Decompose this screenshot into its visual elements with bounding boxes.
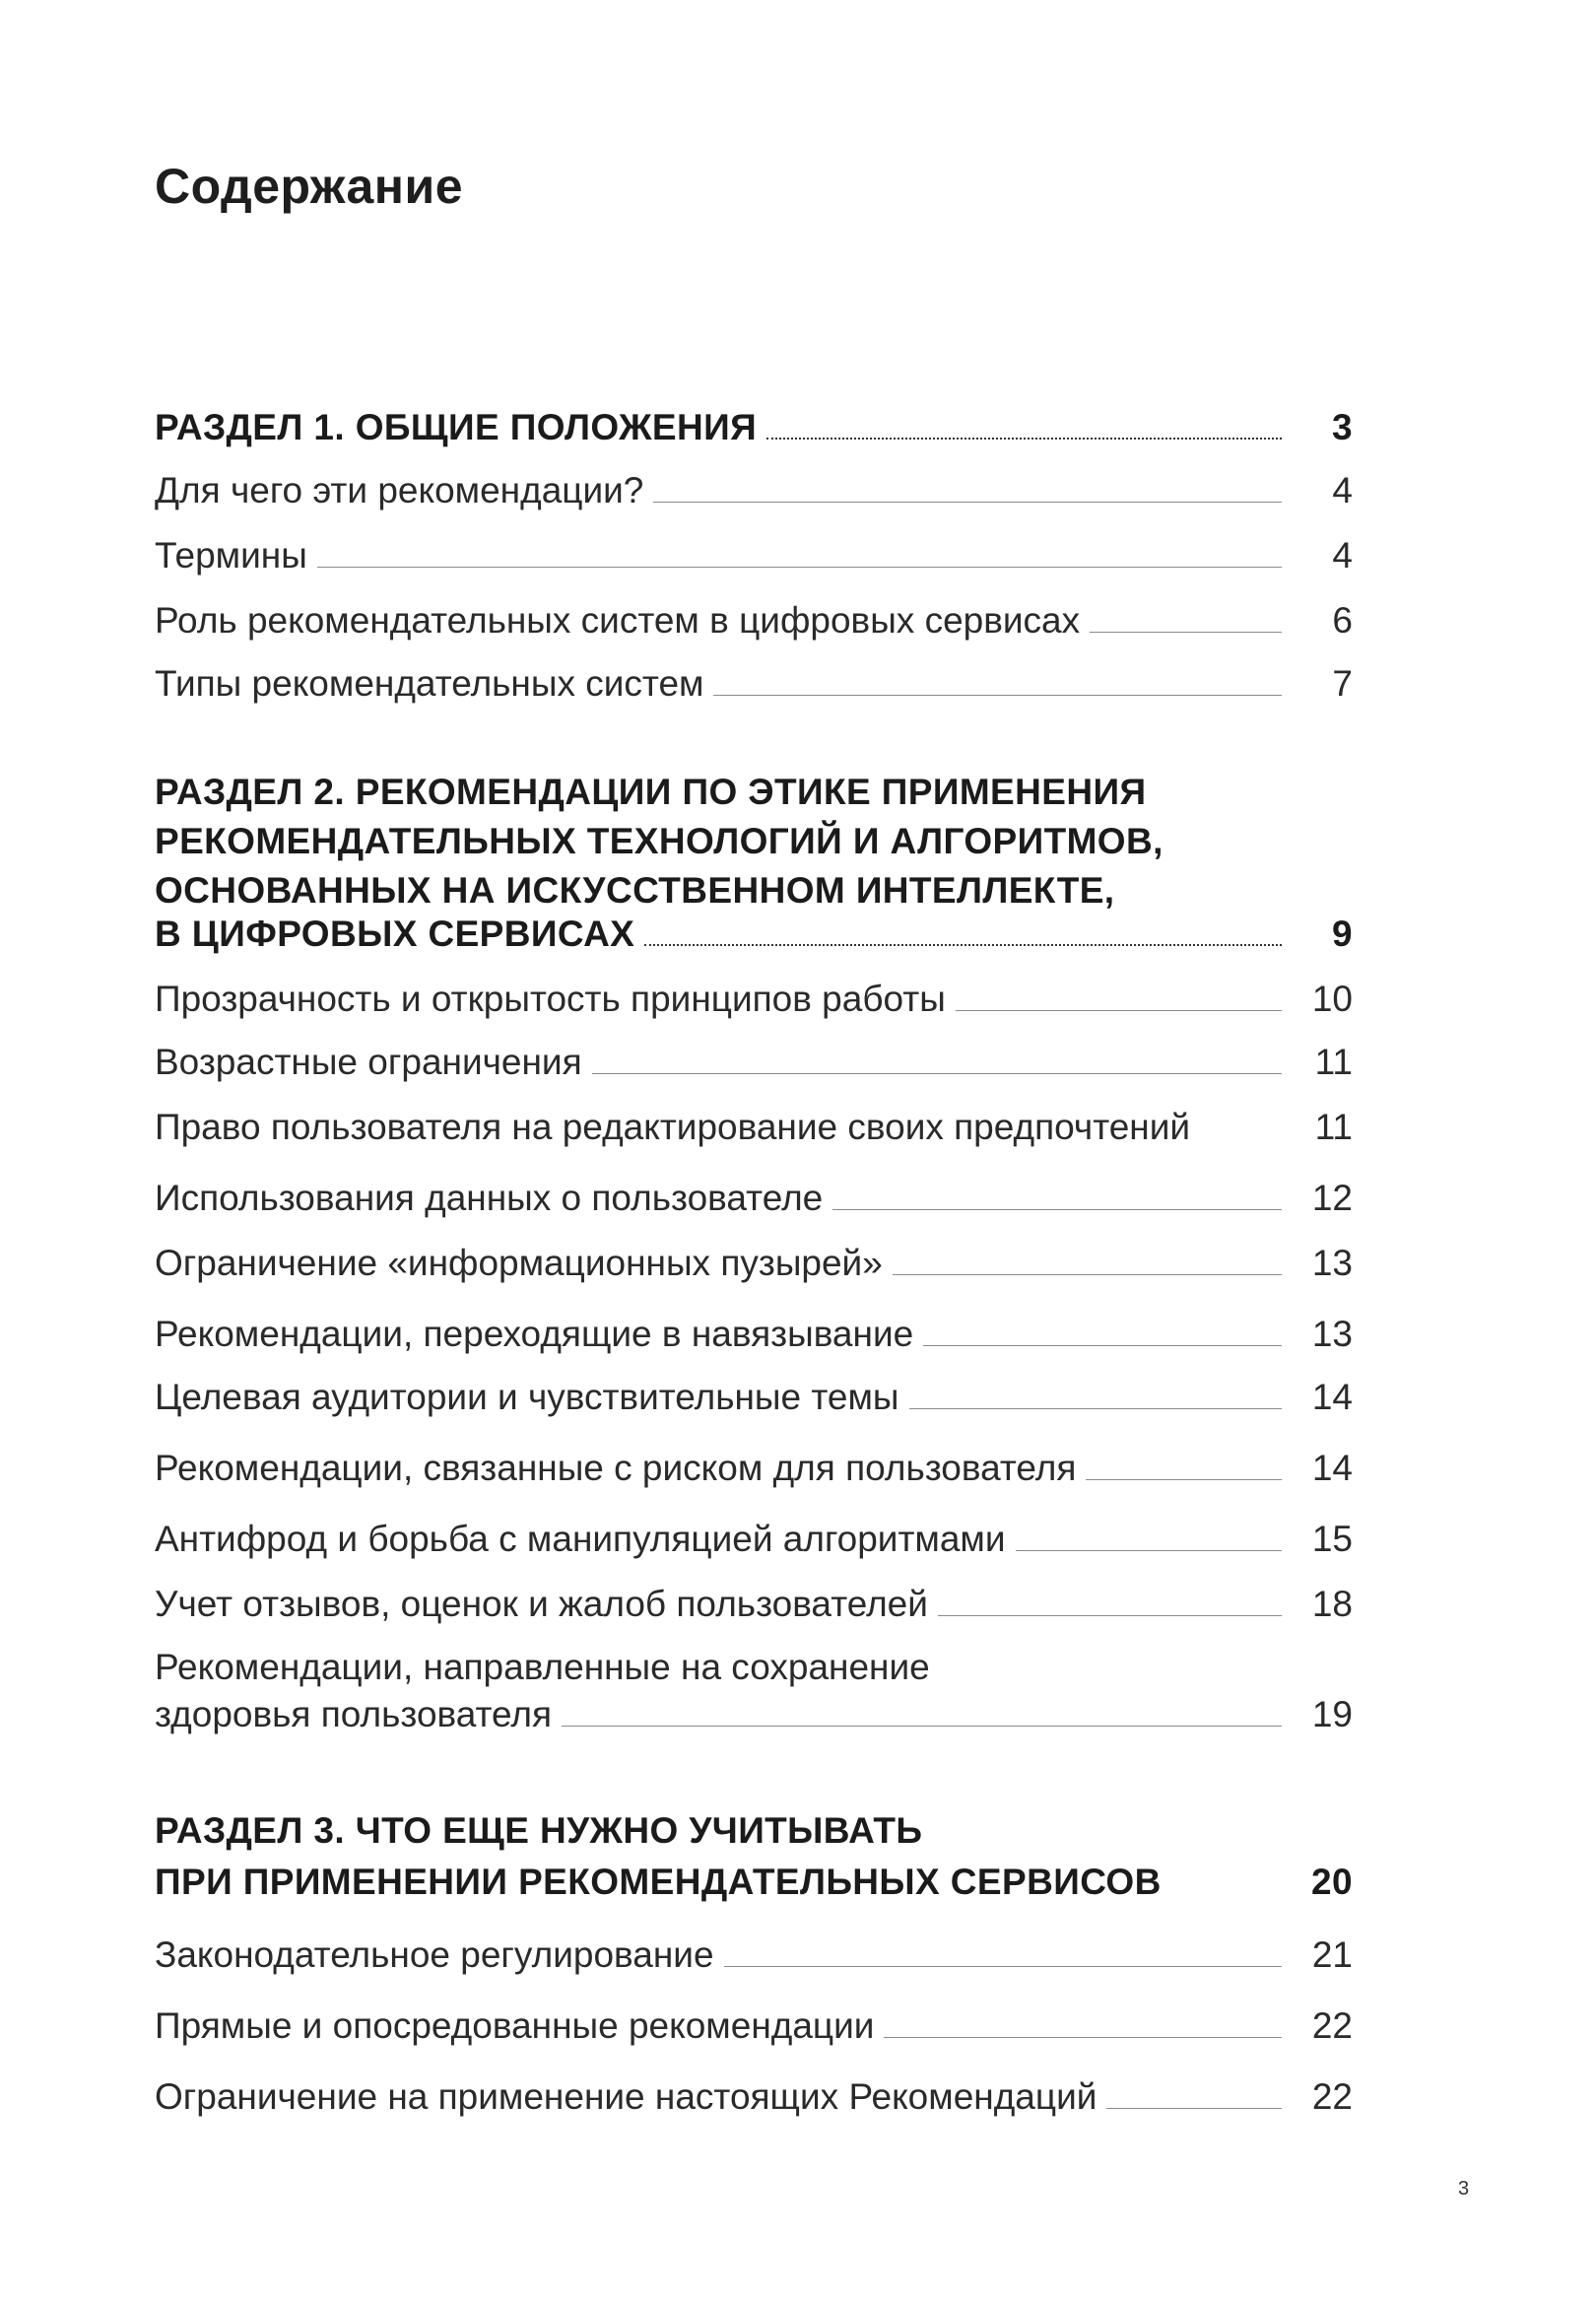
toc-leader (1086, 1479, 1282, 1480)
toc-item-title: Для чего эти рекомендации? (155, 470, 644, 510)
toc-item-title: Рекомендации, связанные с риском для пользователя (155, 1448, 1077, 1488)
page-title: Содержание (155, 159, 464, 214)
toc-item-title: Целевая аудитории и чувствительные темы (155, 1377, 899, 1417)
toc-item-title: Прямые и опосредованные рекомендации (155, 2005, 875, 2046)
toc-page-number: 22 (1311, 2076, 1353, 2117)
toc-item-title-line[interactable]: Рекомендации, направленные на сохранение (155, 1647, 930, 1687)
toc-leader (956, 1010, 1282, 1011)
toc-page-number: 14 (1311, 1377, 1353, 1417)
toc-item[interactable] (155, 2073, 1353, 2121)
toc-leader (644, 944, 1282, 946)
toc-leader (1016, 1550, 1282, 1551)
toc-section-title-line[interactable]: РАЗДЕЛ 3. ЧТО ЕЩЕ НУЖНО УЧИТЫВАТЬ (155, 1810, 923, 1851)
toc-page-number: 18 (1311, 1584, 1353, 1624)
toc-item[interactable] (155, 1104, 1353, 1151)
toc-item[interactable] (155, 467, 1353, 514)
toc-leader (562, 1726, 1282, 1727)
page-number: 3 (1458, 2178, 1470, 2200)
toc-item[interactable] (155, 1039, 1353, 1086)
toc-leader (909, 1408, 1282, 1409)
toc-section-title: РАЗДЕЛ 1. ОБЩИЕ ПОЛОЖЕНИЯ (155, 407, 758, 447)
toc-page-number: 22 (1311, 2005, 1353, 2046)
toc-item[interactable] (155, 1445, 1353, 1492)
toc-item[interactable] (155, 976, 1353, 1023)
toc-page-number: 10 (1311, 979, 1353, 1019)
toc-page-number: 15 (1311, 1519, 1353, 1559)
toc-section-title-line[interactable]: РАЗДЕЛ 2. РЕКОМЕНДАЦИИ ПО ЭТИКЕ ПРИМЕНЕНИЯ (155, 772, 1147, 812)
toc-page-number: 20 (1311, 1862, 1353, 1902)
toc-item[interactable] (155, 1240, 1353, 1287)
toc-leader (653, 502, 1282, 503)
toc-leader (923, 1345, 1282, 1346)
toc-leader (766, 438, 1282, 440)
toc-item-title: Прозрачность и открытость принципов работы (155, 979, 946, 1019)
toc-item-title: Ограничение «информационных пузырей» (155, 1243, 883, 1283)
toc-section-title-line[interactable]: РЕКОМЕНДАТЕЛЬНЫХ ТЕХНОЛОГИЙ И АЛГОРИТМОВ, (155, 821, 1164, 861)
toc-item[interactable] (155, 1581, 1353, 1628)
toc-page-number: 12 (1311, 1178, 1353, 1218)
toc-item-title: Антифрод и борьба с манипуляцией алгоритмами (155, 1519, 1006, 1559)
toc-item[interactable] (155, 1691, 1353, 1738)
toc-page-number: 11 (1314, 1042, 1353, 1082)
toc-leader (713, 695, 1282, 696)
toc-item[interactable] (155, 1932, 1353, 1979)
toc-section-title-line: В ЦИФРОВЫХ СЕРВИСАХ (155, 914, 635, 954)
toc-item-title: Рекомендации, переходящие в навязывание (155, 1314, 914, 1354)
toc-leader (1090, 632, 1282, 633)
toc-page-number: 9 (1332, 914, 1353, 954)
toc-item-title: Роль рекомендательных систем в цифровых сервисах (155, 600, 1081, 641)
toc-item-title: Использования данных о пользователе (155, 1178, 824, 1218)
toc-leader (832, 1209, 1282, 1210)
toc-page-number: 4 (1332, 470, 1353, 510)
toc-page-number: 13 (1311, 1243, 1353, 1283)
toc-leader (317, 567, 1282, 568)
toc-page-number: 13 (1311, 1314, 1353, 1354)
toc-item[interactable] (155, 660, 1353, 708)
toc-item-title: Законодательное регулирование (155, 1934, 714, 1975)
toc-item-title: Право пользователя на редактирование своих предпочтений (155, 1107, 1191, 1147)
toc-section-3[interactable] (155, 1859, 1353, 1906)
toc-page-number: 11 (1314, 1107, 1353, 1147)
toc-page-number: 3 (1332, 407, 1353, 447)
toc-page-number: 14 (1311, 1448, 1353, 1488)
toc-item[interactable] (155, 1175, 1353, 1222)
toc-item[interactable] (155, 1374, 1353, 1421)
toc-item[interactable] (155, 1311, 1353, 1358)
toc-page-number: 4 (1332, 535, 1353, 576)
toc-item[interactable] (155, 2002, 1353, 2050)
toc-item[interactable] (155, 597, 1353, 644)
toc-page-number: 6 (1332, 600, 1353, 641)
toc-leader (592, 1073, 1282, 1074)
toc-leader (938, 1615, 1282, 1616)
toc-item[interactable] (155, 532, 1353, 579)
toc-item-title: Учет отзывов, оценок и жалоб пользователей (155, 1584, 928, 1624)
toc-page-number: 7 (1332, 663, 1353, 704)
toc-leader (724, 1966, 1282, 1967)
toc-section-2[interactable] (155, 911, 1353, 958)
toc-item[interactable] (155, 1516, 1353, 1563)
toc-item-title-line: здоровья пользователя (155, 1694, 553, 1734)
toc-leader (893, 1274, 1282, 1275)
toc-leader (1106, 2108, 1282, 2109)
toc-page-number: 19 (1311, 1694, 1353, 1734)
toc-section-title-line[interactable]: ОСНОВАННЫХ НА ИСКУССТВЕННОМ ИНТЕЛЛЕКТЕ, (155, 870, 1115, 911)
toc-page-number: 21 (1311, 1934, 1353, 1975)
toc-item-title: Типы рекомендательных систем (155, 663, 704, 704)
toc-item-title: Возрастные ограничения (155, 1042, 582, 1082)
toc-section-title-line: ПРИ ПРИМЕНЕНИИ РЕКОМЕНДАТЕЛЬНЫХ СЕРВИСОВ (155, 1862, 1162, 1902)
toc-section-1[interactable] (155, 404, 1353, 451)
toc-item-title: Термины (155, 535, 307, 576)
toc-item-title: Ограничение на применение настоящих Рекомендаций (155, 2076, 1097, 2117)
toc-leader (884, 2037, 1282, 2038)
